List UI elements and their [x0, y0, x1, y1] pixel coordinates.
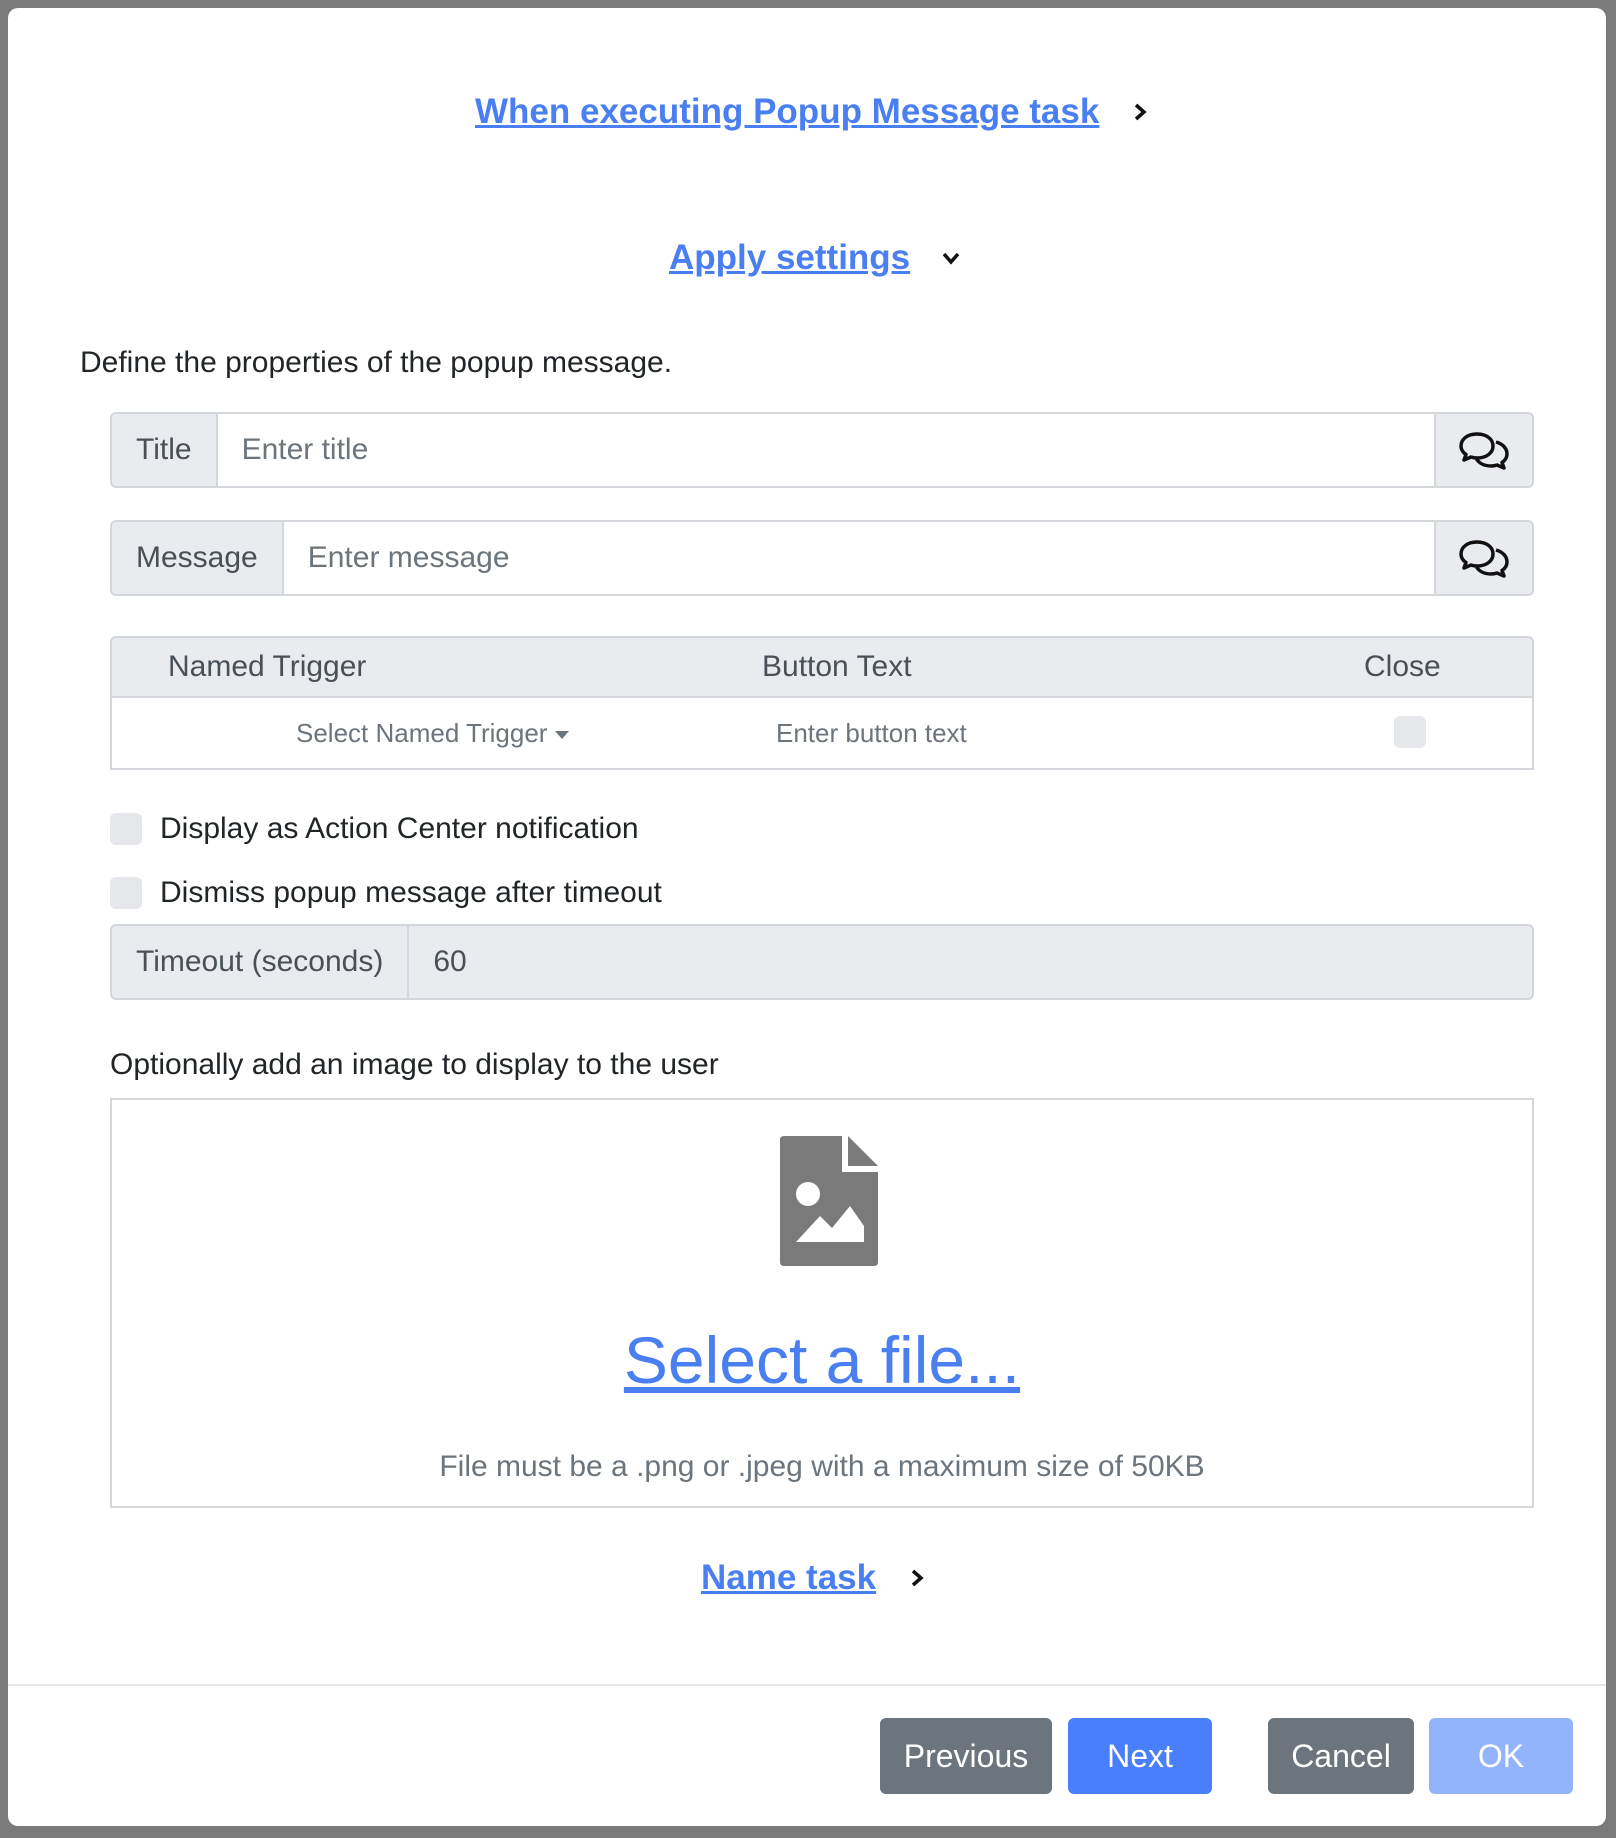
header-close: Close: [1364, 650, 1441, 683]
timeout-label: Timeout (seconds): [112, 926, 409, 998]
message-variable-button[interactable]: [1434, 522, 1532, 594]
popup-task-dialog: [8, 8, 1606, 1826]
trigger-row: [110, 698, 1534, 770]
title-variable-button[interactable]: [1434, 414, 1532, 486]
chevron-right-icon: [1129, 101, 1151, 123]
header-named-trigger: Named Trigger: [168, 650, 367, 683]
trigger-table-header: [110, 636, 1534, 698]
section-when-executing-label[interactable]: When executing Popup Message task: [475, 92, 1100, 131]
title-label: Title: [112, 414, 218, 486]
comments-icon: [1458, 537, 1510, 579]
cancel-button[interactable]: Cancel: [1268, 1718, 1414, 1794]
close-checkbox[interactable]: [1394, 716, 1426, 748]
section-apply-settings-label[interactable]: Apply settings: [669, 238, 911, 277]
message-input[interactable]: [284, 522, 1434, 594]
section-name-task[interactable]: [701, 1558, 928, 1598]
section-apply-settings[interactable]: [669, 238, 962, 278]
button-text-input[interactable]: Enter button text: [776, 718, 967, 748]
named-trigger-dropdown[interactable]: [296, 718, 569, 749]
file-hint: File must be a .png or .jpeg with a maximum size of 50KB: [439, 1450, 1205, 1483]
dismiss-timeout-checkbox[interactable]: [110, 877, 142, 909]
timeout-group: [110, 924, 1534, 1000]
comments-icon: [1458, 429, 1510, 471]
timeout-input[interactable]: 60: [433, 945, 467, 978]
previous-button[interactable]: Previous: [880, 1718, 1052, 1794]
chevron-right-icon: [906, 1567, 928, 1589]
message-label: Message: [112, 522, 284, 594]
image-label: Optionally add an image to display to the user: [110, 1048, 719, 1081]
action-center-label[interactable]: Display as Action Center notification: [160, 812, 639, 845]
title-input[interactable]: [218, 414, 1434, 486]
title-group: [110, 412, 1534, 488]
image-dropzone[interactable]: [110, 1098, 1534, 1508]
section-when-executing[interactable]: [475, 92, 1151, 132]
action-center-checkbox[interactable]: [110, 813, 142, 845]
header-button-text: Button Text: [762, 650, 912, 683]
ok-button[interactable]: OK: [1429, 1718, 1573, 1794]
message-group: [110, 520, 1534, 596]
footer-divider: [8, 1684, 1606, 1686]
section-name-task-label[interactable]: Name task: [701, 1558, 877, 1597]
dismiss-timeout-label[interactable]: Dismiss popup message after timeout: [160, 876, 662, 909]
next-button[interactable]: Next: [1068, 1718, 1212, 1794]
named-trigger-dropdown-label[interactable]: Select Named Trigger: [296, 718, 548, 748]
chevron-down-icon: [940, 247, 962, 269]
action-center-option[interactable]: [110, 812, 639, 846]
dismiss-timeout-option[interactable]: [110, 876, 662, 910]
intro-text: Define the properties of the popup message.: [80, 346, 673, 379]
caret-down-icon: [555, 731, 569, 739]
file-image-icon: [780, 1136, 878, 1266]
select-file-link[interactable]: Select a file...: [623, 1323, 1021, 1397]
named-trigger-table: [110, 636, 1534, 770]
